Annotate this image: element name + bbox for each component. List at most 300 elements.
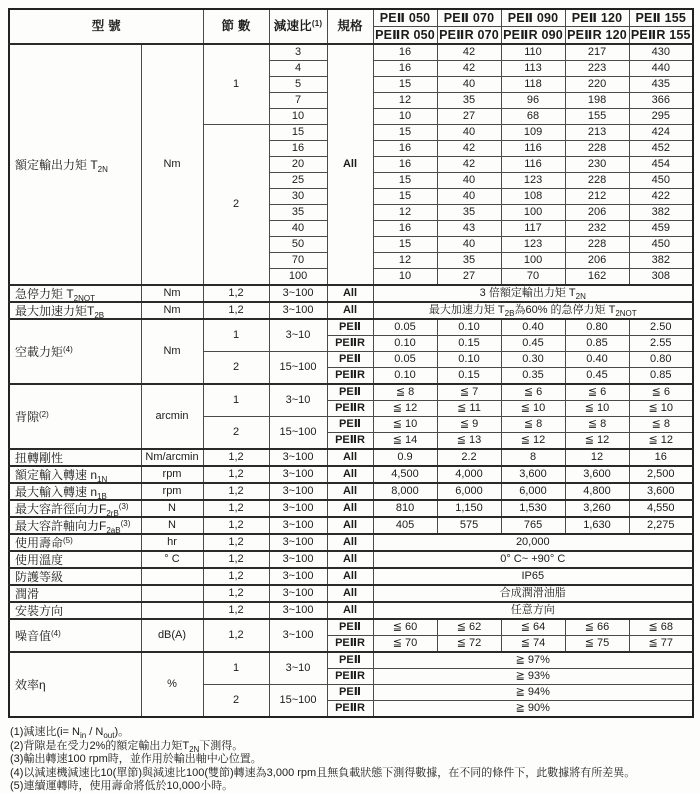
table-row	[9, 568, 693, 585]
model-header: PEⅡ 155	[629, 9, 693, 27]
param-label: 背隙$^{(2)}$	[9, 384, 141, 449]
ratio-cell: 3~100	[269, 585, 327, 602]
value-cell: ≦ 8	[565, 417, 629, 433]
param-label: 使用壽命$^{(5)}$	[9, 534, 141, 551]
model-header: PEⅡR 090	[501, 27, 565, 45]
superscript: (5)	[63, 535, 73, 545]
value-cell: ≦ 10	[373, 417, 437, 433]
value-cell: 452	[629, 141, 693, 157]
table-row	[9, 449, 693, 466]
ratio-cell: 50	[269, 237, 327, 253]
table-row	[9, 619, 693, 636]
subscript: 2NOT	[615, 309, 637, 318]
stage-cell: 2	[203, 125, 269, 286]
value-cell: 230	[565, 157, 629, 173]
value-cell: 0.05	[373, 319, 437, 336]
stage-cell: 1,2	[203, 285, 269, 302]
superscript: (2)	[39, 409, 49, 419]
table-row	[9, 652, 693, 669]
table-row	[9, 483, 693, 500]
value-cell: ≦ 72	[437, 636, 501, 653]
spec-cell: All	[327, 302, 373, 319]
ratio-cell: 35	[269, 205, 327, 221]
value-cell: 2,275	[629, 517, 693, 534]
value-cell: 123	[501, 173, 565, 189]
value-cell: 0.9	[373, 449, 437, 466]
subscript: in	[79, 731, 87, 740]
value-cell: 198	[565, 93, 629, 109]
ratio-cell: 100	[269, 269, 327, 286]
spec-cell: All	[327, 449, 373, 466]
subscript: 2B	[94, 310, 105, 319]
stage-cell: 1,2	[203, 500, 269, 517]
value-cell: 0.40	[565, 352, 629, 368]
param-label: 最大容許軸向力$F_{2aB}^{(3)}$	[9, 517, 141, 534]
column-header-spec: 規格	[327, 9, 373, 44]
value-cell: 16	[629, 449, 693, 466]
ratio-cell: 3~100	[269, 449, 327, 466]
value-cell: 212	[565, 189, 629, 205]
superscript: (3)	[120, 518, 131, 528]
ratio-cell: 5	[269, 77, 327, 93]
value-cell: 42	[437, 141, 501, 157]
value-cell: 12	[373, 253, 437, 269]
stage-cell: 1,2	[203, 568, 269, 585]
ratio-cell: 3~100	[269, 500, 327, 517]
stage-cell: 1,2	[203, 517, 269, 534]
value-cell: ≦ 12	[373, 401, 437, 417]
ratio-cell: 3~10	[269, 384, 327, 417]
value-cell: 116	[501, 141, 565, 157]
param-label: 潤滑	[9, 585, 141, 602]
spec-cell: PEⅡ	[327, 652, 373, 669]
value-cell: ≦ 77	[629, 636, 693, 653]
ratio-cell: 30	[269, 189, 327, 205]
stage-cell: 2	[203, 352, 269, 385]
value-cell: 2,500	[629, 466, 693, 483]
unit-cell: arcmin	[141, 384, 203, 449]
value-cell: ≦ 75	[565, 636, 629, 653]
spec-cell: PEⅡR	[327, 401, 373, 417]
value-cell: 0.85	[629, 368, 693, 385]
value-cell: 405	[373, 517, 437, 534]
table-row	[9, 500, 693, 517]
value-cell: 8	[501, 449, 565, 466]
value-cell: ≦ 8	[629, 417, 693, 433]
unit-cell: ° C	[141, 551, 203, 568]
spec-cell: PEⅡ	[327, 619, 373, 636]
value-cell: ≦ 11	[437, 401, 501, 417]
table-row	[9, 319, 693, 336]
param-label: 使用溫度	[9, 551, 141, 568]
spec-cell: PEⅡ	[327, 319, 373, 336]
stage-cell: 1,2	[203, 551, 269, 568]
value-cell: 206	[565, 205, 629, 221]
value-cell: 450	[629, 237, 693, 253]
unit-cell: Nm	[141, 44, 203, 285]
stage-cell: 2	[203, 417, 269, 450]
value-cell: 366	[629, 93, 693, 109]
value-cell: 0.80	[565, 319, 629, 336]
value-cell: 15	[373, 77, 437, 93]
footnote: (3)輸出轉速100 rpm時，並作用於輸出軸中心位置。	[10, 753, 262, 765]
column-header-ratio: 減速比$^{(1)}$	[269, 9, 327, 44]
stage-cell: 1,2	[203, 619, 269, 652]
value-cell: 15	[373, 125, 437, 141]
unit-cell: hr	[141, 534, 203, 551]
model-header: PEⅡR 050	[373, 27, 437, 45]
spec-cell: PEⅡR	[327, 701, 373, 718]
spec-cell: PEⅡ	[327, 417, 373, 433]
spec-cell: All	[327, 534, 373, 551]
ratio-cell: 3~100	[269, 551, 327, 568]
param-label: 最大容許徑向力$F_{2rB}^{(3)}$	[9, 500, 141, 517]
table-row	[9, 466, 693, 483]
param-label: 額定輸出力矩 $T_{2N}$	[9, 44, 141, 285]
value-cell: 40	[437, 173, 501, 189]
value-cell: 206	[565, 253, 629, 269]
subscript: 2N	[189, 744, 200, 754]
value-cell: 454	[629, 157, 693, 173]
value-cell: 35	[437, 253, 501, 269]
spec-cell: All	[327, 466, 373, 483]
value-cell: 382	[629, 253, 693, 269]
value-cell: ≦ 70	[373, 636, 437, 653]
param-label: 扭轉剛性	[9, 449, 141, 466]
ratio-cell: 3	[269, 44, 327, 61]
value-cell: 0.85	[565, 336, 629, 352]
value-cell: 155	[565, 109, 629, 125]
value-cell: 15	[373, 237, 437, 253]
spec-cell: PEⅡR	[327, 669, 373, 685]
value-cell: 118	[501, 77, 565, 93]
merged-value: 20,000	[373, 534, 693, 551]
value-cell: 0.45	[501, 336, 565, 352]
value-cell: 68	[501, 109, 565, 125]
value-cell: ≦ 8	[501, 417, 565, 433]
value-cell: 12	[373, 205, 437, 221]
value-cell: 10	[373, 109, 437, 125]
ratio-cell: 3~10	[269, 652, 327, 685]
spec-cell: All	[327, 585, 373, 602]
superscript: (1)	[311, 19, 323, 29]
value-cell: 8,000	[373, 483, 437, 500]
footnote: (5)連續運轉時，使用壽命將低於10,000小時。	[10, 780, 234, 792]
table-row	[9, 534, 693, 551]
superscript: (3)	[118, 501, 129, 511]
value-cell: 0.45	[565, 368, 629, 385]
value-cell: 3,600	[501, 466, 565, 483]
value-cell: 12	[373, 93, 437, 109]
unit-cell: Nm	[141, 285, 203, 302]
value-cell: 382	[629, 205, 693, 221]
ratio-cell: 4	[269, 61, 327, 77]
param-label: 安裝方向	[9, 602, 141, 619]
spec-cell: All	[327, 551, 373, 568]
value-cell: 0.15	[437, 336, 501, 352]
stage-cell: 1	[203, 319, 269, 352]
value-cell: 3,260	[565, 500, 629, 517]
unit-cell: %	[141, 652, 203, 717]
value-cell: ≦ 12	[565, 433, 629, 450]
value-cell: 4,000	[437, 466, 501, 483]
value-cell: 228	[565, 141, 629, 157]
value-cell: ≦ 14	[373, 433, 437, 450]
model-header: PEⅡR 070	[437, 27, 501, 45]
model-header: PEⅡR 155	[629, 27, 693, 45]
unit-cell: N	[141, 517, 203, 534]
value-cell: 450	[629, 173, 693, 189]
value-cell: 0.30	[501, 352, 565, 368]
subscript: 2N	[575, 292, 586, 301]
value-cell: 40	[437, 77, 501, 93]
ratio-cell: 3~100	[269, 466, 327, 483]
value-cell: 0.10	[373, 368, 437, 385]
value-cell: ≦ 6	[629, 384, 693, 401]
value-cell: 35	[437, 205, 501, 221]
ratio-cell: 15~100	[269, 685, 327, 718]
value-cell: 16	[373, 44, 437, 61]
stage-cell: 1,2	[203, 483, 269, 500]
unit-cell: Nm	[141, 319, 203, 384]
value-cell: 43	[437, 221, 501, 237]
value-cell: 295	[629, 109, 693, 125]
value-cell: 0.15	[437, 368, 501, 385]
value-cell: 162	[565, 269, 629, 286]
value-cell: 1,150	[437, 500, 501, 517]
ratio-cell: 40	[269, 221, 327, 237]
ratio-cell: 3~100	[269, 602, 327, 619]
value-cell: 70	[501, 269, 565, 286]
merged-value: ≧ 97%	[373, 652, 693, 669]
spec-cell: All	[327, 500, 373, 517]
value-cell: 0.10	[373, 336, 437, 352]
param-label: 最大加速力矩$T_{2B}$	[9, 302, 141, 319]
merged-value: 任意方向	[373, 602, 693, 619]
ratio-cell: 3~100	[269, 568, 327, 585]
value-cell: 0.40	[501, 319, 565, 336]
spec-cell: All	[327, 285, 373, 302]
value-cell: 42	[437, 157, 501, 173]
value-cell: 40	[437, 125, 501, 141]
stage-cell: 1,2	[203, 449, 269, 466]
value-cell: 2.2	[437, 449, 501, 466]
value-cell: ≦ 12	[501, 433, 565, 450]
ratio-cell: 3~100	[269, 483, 327, 500]
stage-cell: 1,2	[203, 585, 269, 602]
value-cell: 27	[437, 269, 501, 286]
param-label: 最大輸入轉速 $n_{1B}$	[9, 483, 141, 500]
value-cell: 16	[373, 157, 437, 173]
value-cell: 422	[629, 189, 693, 205]
value-cell: 430	[629, 44, 693, 61]
ratio-cell: 25	[269, 173, 327, 189]
spec-table	[8, 8, 694, 718]
value-cell: 232	[565, 221, 629, 237]
ratio-cell: 3~100	[269, 517, 327, 534]
value-cell: 213	[565, 125, 629, 141]
value-cell: 2.55	[629, 336, 693, 352]
value-cell: 217	[565, 44, 629, 61]
table-row	[9, 44, 693, 61]
value-cell: 123	[501, 237, 565, 253]
value-cell: 15	[373, 173, 437, 189]
value-cell: ≦ 9	[437, 417, 501, 433]
param-label: 防護等級	[9, 568, 141, 585]
value-cell: ≦ 8	[373, 384, 437, 401]
value-cell: ≦ 10	[629, 401, 693, 417]
subscript: 2aB	[106, 525, 121, 534]
merged-value: ≧ 90%	[373, 701, 693, 718]
table-row	[9, 517, 693, 534]
column-header-model: 型 號	[9, 9, 203, 44]
param-label: 噪音值$^{(4)}$	[9, 619, 141, 652]
value-cell: 96	[501, 93, 565, 109]
value-cell: 308	[629, 269, 693, 286]
ratio-cell: 20	[269, 157, 327, 173]
merged-value: 合成潤滑油脂	[373, 585, 693, 602]
unit-cell: Nm	[141, 302, 203, 319]
spec-cell: PEⅡ	[327, 352, 373, 368]
value-cell: 15	[373, 189, 437, 205]
subscript: out	[103, 731, 115, 740]
stage-cell: 1	[203, 652, 269, 685]
value-cell: 100	[501, 205, 565, 221]
stage-cell: 1,2	[203, 302, 269, 319]
merged-value: 3 倍額定輸出力矩 $T_{2N}$	[373, 285, 693, 302]
stage-cell: 1,2	[203, 466, 269, 483]
value-cell: 35	[437, 93, 501, 109]
value-cell: 0.80	[629, 352, 693, 368]
value-cell: 1,630	[565, 517, 629, 534]
table-row	[9, 285, 693, 302]
value-cell: ≦ 62	[437, 619, 501, 636]
value-cell: 424	[629, 125, 693, 141]
value-cell: 228	[565, 237, 629, 253]
model-header: PEⅡR 120	[565, 27, 629, 45]
value-cell: ≦ 68	[629, 619, 693, 636]
value-cell: 440	[629, 61, 693, 77]
ratio-cell: 3~100	[269, 285, 327, 302]
spec-cell: All	[327, 483, 373, 500]
value-cell: 113	[501, 61, 565, 77]
value-cell: ≦ 60	[373, 619, 437, 636]
value-cell: 40	[437, 237, 501, 253]
value-cell: ≦ 6	[501, 384, 565, 401]
value-cell: 16	[373, 141, 437, 157]
value-cell: ≦ 13	[437, 433, 501, 450]
column-header-stages: 節 數	[203, 9, 269, 44]
subscript: 1N	[97, 474, 108, 483]
value-cell: 108	[501, 189, 565, 205]
ratio-cell: 70	[269, 253, 327, 269]
value-cell: 4,800	[565, 483, 629, 500]
spec-table-body	[9, 9, 693, 717]
value-cell: 42	[437, 44, 501, 61]
value-cell: 0.05	[373, 352, 437, 368]
unit-cell	[141, 602, 203, 619]
param-label: 額定輸入轉速 $n_{1N}$	[9, 466, 141, 483]
subscript: 2rB	[106, 508, 119, 517]
table-row	[9, 585, 693, 602]
spec-cell: PEⅡR	[327, 636, 373, 653]
ratio-cell: 3~10	[269, 319, 327, 352]
value-cell: 117	[501, 221, 565, 237]
spec-cell: All	[327, 517, 373, 534]
value-cell: 810	[373, 500, 437, 517]
value-cell: ≦ 10	[565, 401, 629, 417]
ratio-cell: 7	[269, 93, 327, 109]
value-cell: 109	[501, 125, 565, 141]
footnote: (4)以減速機減速比10(單節)與減速比100(雙節)轉速為3,000 rpm且無負載狀態下測得數據，在不同的條件下，此數據將有所差異。	[10, 766, 636, 779]
param-label: 空載力矩$^{(4)}$	[9, 319, 141, 384]
value-cell: 1,530	[501, 500, 565, 517]
stage-cell: 2	[203, 685, 269, 718]
footnote: (1)減速比$(i= N_{in} / N_{out})$。	[10, 726, 130, 740]
value-cell: ≦ 12	[629, 433, 693, 450]
spec-cell: PEⅡR	[327, 336, 373, 352]
ratio-cell: 15~100	[269, 417, 327, 450]
value-cell: 575	[437, 517, 501, 534]
footnote: (2)背隙是在受力2%的額定輸出力矩$T_{2N}$下測得。	[10, 739, 244, 754]
spec-cell: PEⅡR	[327, 433, 373, 450]
value-cell: 40	[437, 189, 501, 205]
value-cell: 6,000	[501, 483, 565, 500]
table-row	[9, 602, 693, 619]
value-cell: 12	[565, 449, 629, 466]
spec-cell: PEⅡ	[327, 384, 373, 401]
param-label: 效率η	[9, 652, 141, 717]
ratio-cell: 3~100	[269, 619, 327, 652]
value-cell: 223	[565, 61, 629, 77]
superscript: (4)	[63, 344, 73, 354]
unit-cell: N	[141, 500, 203, 517]
value-cell: 27	[437, 109, 501, 125]
value-cell: 2.50	[629, 319, 693, 336]
subscript: 1B	[97, 491, 107, 500]
value-cell: 4,550	[629, 500, 693, 517]
spec-cell: All	[327, 44, 373, 285]
value-cell: 435	[629, 77, 693, 93]
merged-value: ≧ 94%	[373, 685, 693, 701]
unit-cell: Nm/arcmin	[141, 449, 203, 466]
merged-value: ≧ 93%	[373, 669, 693, 685]
model-header: PEⅡ 120	[565, 9, 629, 27]
superscript: (4)	[51, 628, 61, 638]
table-row	[9, 384, 693, 401]
value-cell: 3,600	[565, 466, 629, 483]
value-cell: 16	[373, 221, 437, 237]
value-cell: 42	[437, 61, 501, 77]
ratio-cell: 16	[269, 141, 327, 157]
value-cell: 0.10	[437, 319, 501, 336]
value-cell: 0.10	[437, 352, 501, 368]
param-label: 急停力矩 $T_{2NOT}$	[9, 285, 141, 302]
stage-cell: 1,2	[203, 534, 269, 551]
value-cell: ≦ 66	[565, 619, 629, 636]
merged-value: IP65	[373, 568, 693, 585]
table-row	[9, 302, 693, 319]
unit-cell	[141, 585, 203, 602]
ratio-cell: 3~100	[269, 534, 327, 551]
value-cell: 4,500	[373, 466, 437, 483]
spec-cell: All	[327, 602, 373, 619]
stage-cell: 1,2	[203, 602, 269, 619]
unit-cell: dB(A)	[141, 619, 203, 652]
value-cell: 110	[501, 44, 565, 61]
table-row	[9, 551, 693, 568]
ratio-cell: 10	[269, 109, 327, 125]
